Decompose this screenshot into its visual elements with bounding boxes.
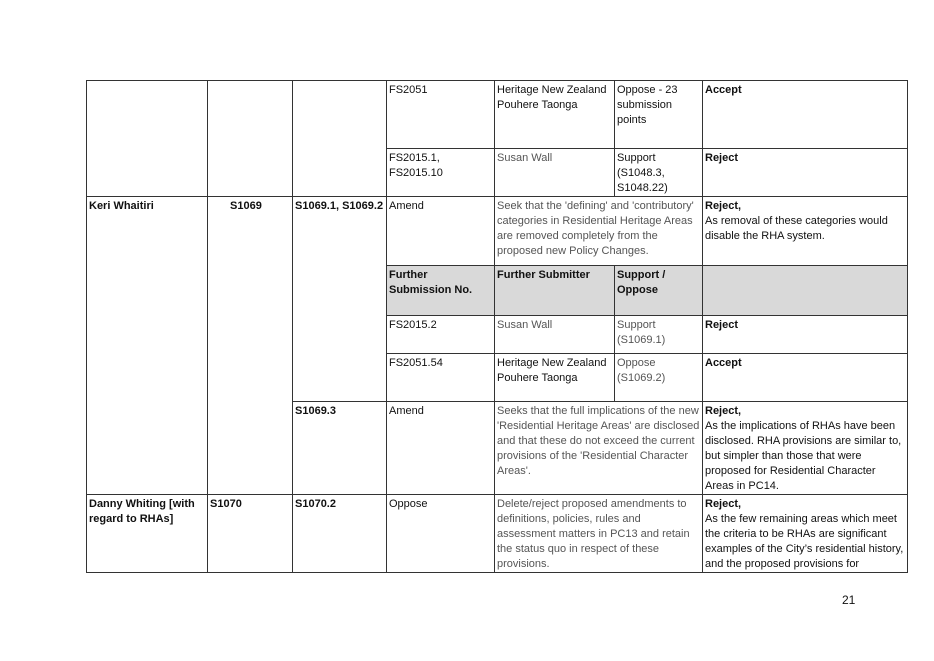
table-row (87, 197, 908, 266)
header-further-submission-no: Further Submission No. (387, 266, 495, 316)
submission-no: S1070 (208, 495, 293, 573)
support-oppose: Oppose (S1069.2) (615, 354, 703, 402)
submissions-table (86, 80, 908, 573)
decision: Reject, (705, 405, 742, 417)
further-submitter: Heritage New Zealand Pouhere Taonga (495, 354, 615, 402)
decision-cell (703, 402, 908, 495)
header-empty (703, 266, 908, 316)
submission-point: S1070.2 (293, 495, 387, 573)
decision: Reject (703, 149, 908, 197)
submission-point: S1069.3 (293, 402, 387, 495)
decision-cell (703, 197, 908, 266)
submission-no: S1069 (208, 197, 293, 495)
page-number: 21 (842, 593, 856, 607)
further-submitter: Heritage New Zealand Pouhere Taonga (495, 81, 615, 149)
header-further-submitter: Further Submitter (495, 266, 615, 316)
summary: Seek that the 'defining' and 'contributory' categories in Residential Heritage Areas are removed completely from the proposed new Policy Changes. (495, 197, 703, 266)
further-submission-no: FS2015.2 (387, 316, 495, 354)
further-submitter: Susan Wall (495, 316, 615, 354)
further-submitter: Susan Wall (495, 149, 615, 197)
reason: As the implications of RHAs have been disclosed. RHA provisions are similar to, but simpler than those that were proposed for Residential Character Areas in PC14. (705, 420, 902, 492)
empty-cell (208, 81, 293, 197)
empty-cell (293, 81, 387, 197)
further-submission-no: FS2015.1, FS2015.10 (387, 149, 495, 197)
decision: Reject, (705, 200, 742, 212)
decision: Reject (703, 316, 908, 354)
summary: Seeks that the full implications of the new 'Residential Heritage Areas' are disclosed and that these do not exceed the current provisions of the 'Residential Character Areas'. (495, 402, 703, 495)
position: Amend (387, 402, 495, 495)
further-submission-no: FS2051.54 (387, 354, 495, 402)
decision: Accept (703, 81, 908, 149)
submitter-name: Keri Whaitiri (87, 197, 208, 495)
further-submission-no: FS2051 (387, 81, 495, 149)
decision: Accept (703, 354, 908, 402)
decision: Reject, (705, 498, 742, 510)
table-row (87, 81, 908, 149)
table-row (87, 495, 908, 573)
support-oppose: Support (S1069.1) (615, 316, 703, 354)
summary: Delete/reject proposed amendments to definitions, policies, rules and assessment matters in PC13 and retain the status quo in respect of these provisions. (495, 495, 703, 573)
position: Oppose (387, 495, 495, 573)
support-oppose: Support (S1048.3, S1048.22) (615, 149, 703, 197)
empty-cell (87, 81, 208, 197)
reason: As the few remaining areas which meet the criteria to be RHAs are significant examples of the City’s residential history, and the proposed provisions for (705, 513, 904, 570)
reason: As removal of these categories would disable the RHA system. (705, 215, 888, 242)
decision-cell (703, 495, 908, 573)
header-support-oppose: Support / Oppose (615, 266, 703, 316)
submitter-name: Danny Whiting [with regard to RHAs] (87, 495, 208, 573)
submission-point: S1069.1, S1069.2 (293, 197, 387, 402)
support-oppose: Oppose - 23 submission points (615, 81, 703, 149)
position: Amend (387, 197, 495, 266)
